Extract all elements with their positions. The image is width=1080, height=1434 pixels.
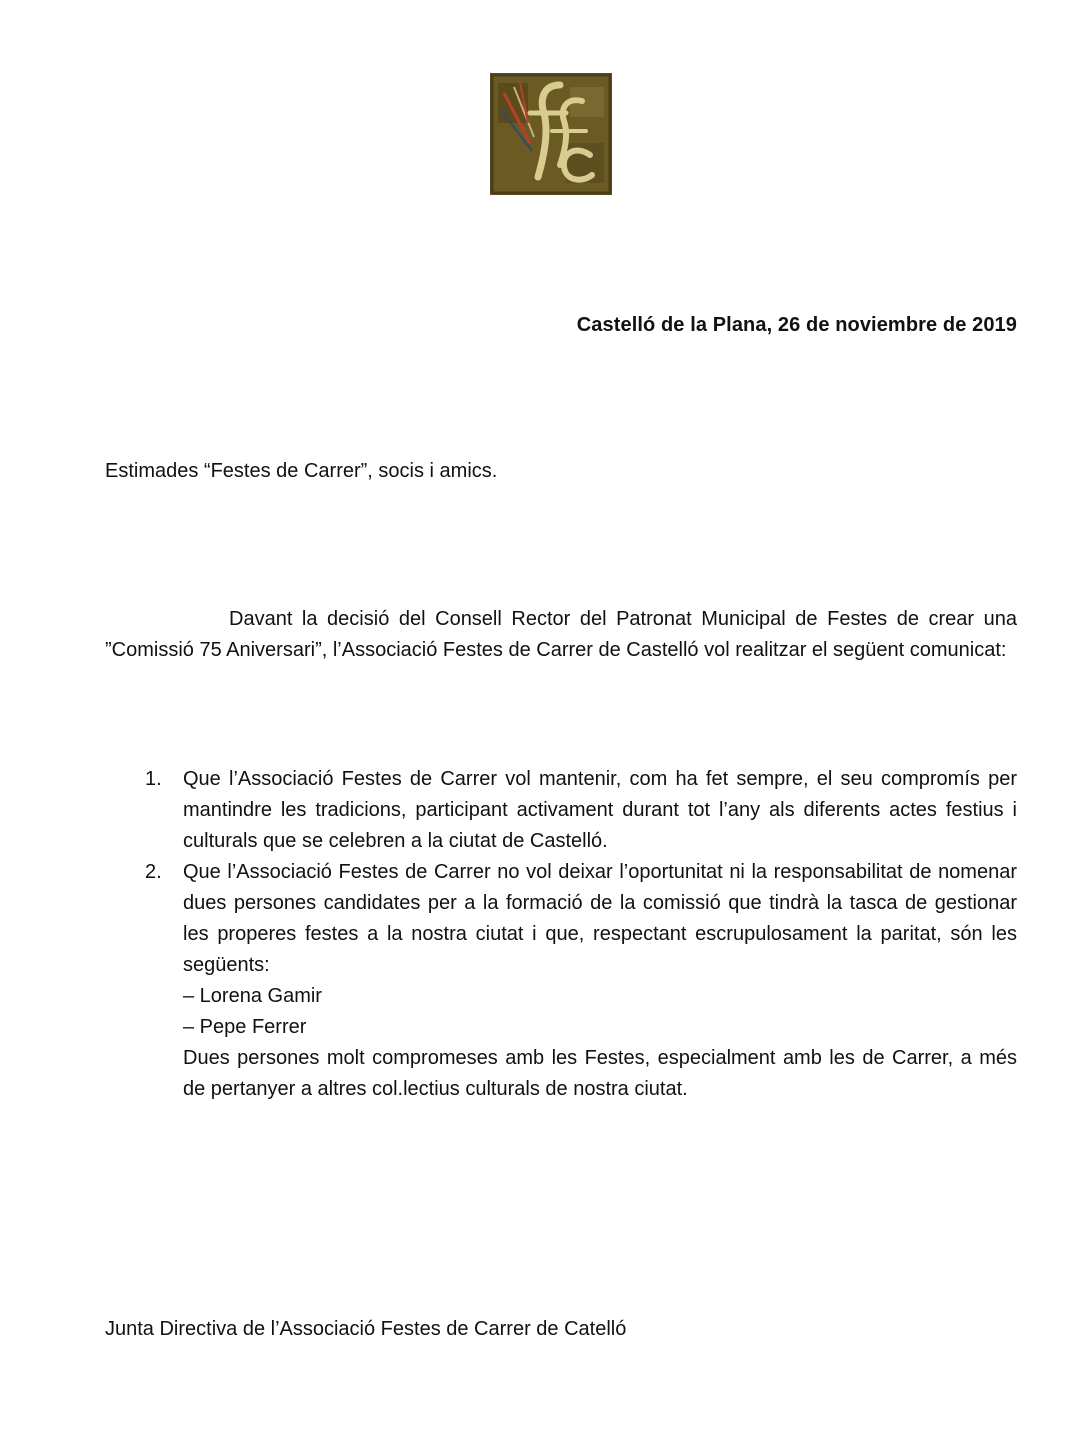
list-item-closing: Dues persones molt compromeses amb les Festes, especialment amb les de Carrer, a més de pertanyer a altres col.lectius culturals de nostra ciutat. [183,1047,1017,1100]
list-item-text: Que l’Associació Festes de Carrer no vol deixar l’oportunitat ni la responsabilitat de nomenar dues persones candidates per a la formació de la comissió que tindrà la tasca de gestionar les properes festes a la nostra ciutat i que, respectant escrupulosament la paritat, són les següents: [183,861,1017,976]
letter-greeting: Estimades “Festes de Carrer”, socis i amics. [105,460,498,482]
points-list [105,764,1017,1105]
letter-signature: Junta Directiva de l’Associació Festes de Carrer de Catelló [105,1318,627,1340]
intro-text: Davant la decisió del Consell Rector del Patronat Municipal de Festes de crear una ”Comissió 75 Aniversari”, l’Associació Festes de Carrer de Castelló vol realitzar el següent comunicat: [105,608,1017,661]
letter-date: Castelló de la Plana, 26 de noviembre de 2019 [576,314,1017,336]
intro-paragraph [105,604,1017,666]
festes-de-carrer-logo-icon [490,73,612,195]
candidate-name: – Lorena Gamir [183,985,322,1007]
list-item [105,764,1017,857]
candidate-name: – Pepe Ferrer [183,1016,307,1038]
list-item [105,857,1017,1105]
list-item-number: 1. [145,768,162,790]
list-item-text: Que l’Associació Festes de Carrer vol mantenir, com ha fet sempre, el seu compromís per mantindre les tradicions, participant activament durant tot l’any als diferents actes festius i culturals que se celebren a la ciutat de Castelló. [183,768,1017,852]
list-item-number: 2. [145,861,162,883]
